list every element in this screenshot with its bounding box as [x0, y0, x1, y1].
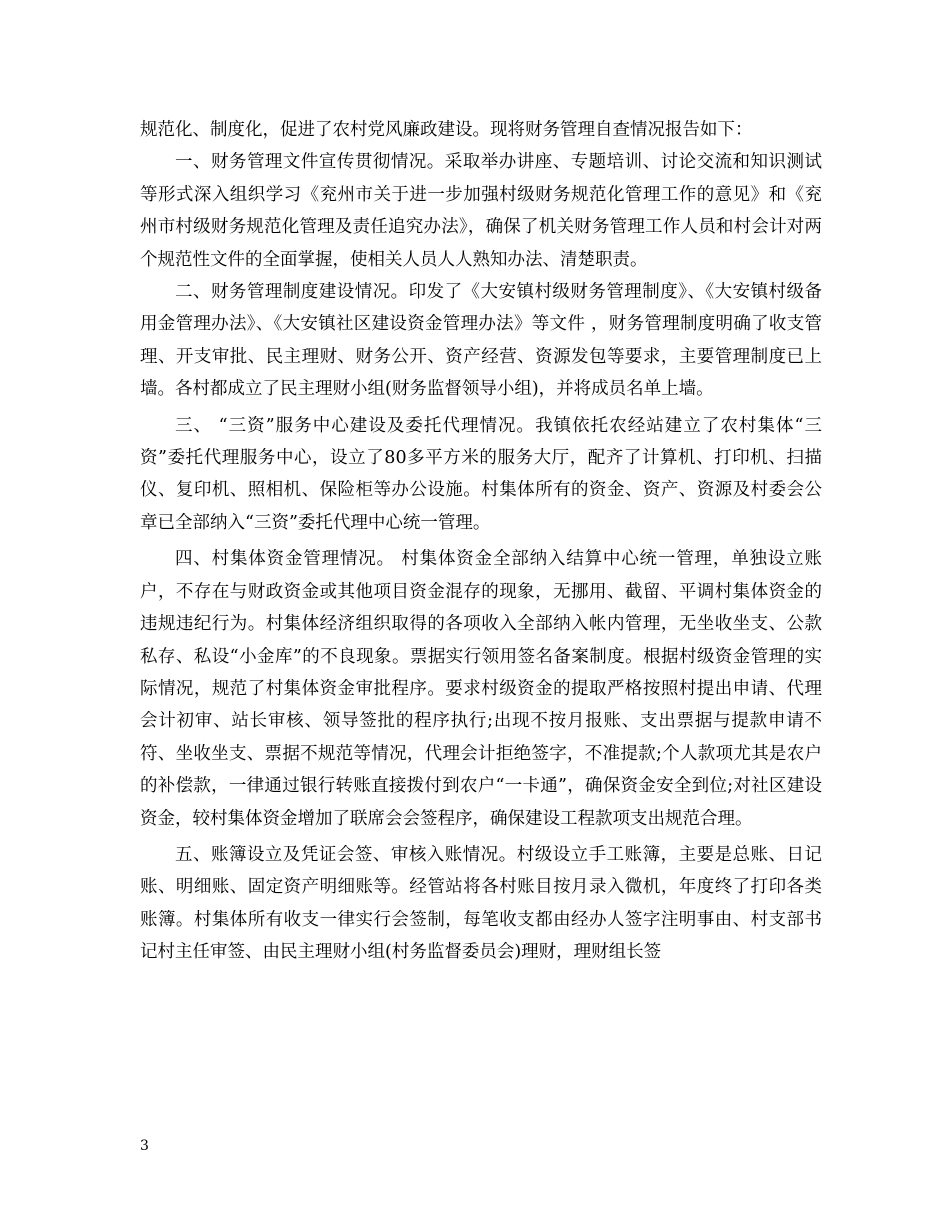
paragraph-section-4: 四、村集体资金管理情况。 村集体资金全部纳入结算中心统一管理，单独设立账户，不存在与财政资金或其他项目资金混存的现象，无挪用、截留、平调村集体资金的违规违纪行为。村集体经济组织取得的各项收入全部纳入帐内管理，无坐收坐支、公款私存、私设“小金库”的不良现象。票据实行领用签名备案制度。根据村级资金管理的实际情况，规范了村集体资金审批程序。要求村级资金的提取严格按照村提出申请、代理会计初审、站长审核、领导签批的程序执行;出现不按月报账、支出票据与提款申请不符、坐收坐支、票据不规范等情况，代理会计拒绝签字，不准提款;个人款项尤其是农户的补偿款，一律通过银行转账直接拨付到农户“一卡通”，确保资金安全到位;对社区建设资金，较村集体资金增加了联席会会签程序，确保建设工程款项支出规范合理。 [140, 549, 822, 829]
paragraph-section-5: 五、账簿设立及凭证会签、审核入账情况。村级设立手工账簿，主要是总账、日记账、明细账、固定资产明细账等。经管站将各村账目按月录入微机，年度终了打印各类账簿。村集体所有收支一律实行会签制，每笔收支都由经办人签字注明事由、村支部书记村主任审签、由民主理财小组(村务监督委员会)理财，理财组长签 [140, 844, 822, 963]
document-body [140, 114, 822, 969]
paragraph-section-1: 一、财务管理文件宣传贯彻情况。采取举办讲座、专题培训、讨论交流和知识测试等形式深入组织学习《兖州市关于进一步加强村级财务规范化管理工作的意见》和《兖州市村级财务规范化管理及责任追究办法》，确保了机关财务管理工作人员和村会计对两个规范性文件的全面掌握，使相关人员人人熟知办法、清楚职责。 [140, 152, 822, 270]
paragraph-section-3: 三、 “三资”服务中心建设及委托代理情况。我镇依托农经站建立了农村集体“三资”委托代理服务中心，设立了80多平方米的服务大厅，配齐了计算机、打印机、扫描仪、复印机、照相机、保险柜等办公设施。村集体所有的资金、资产、资源及村委会公章已全部纳入“三资”委托代理中心统一管理。 [140, 415, 822, 533]
paragraph-section-2: 二、财务管理制度建设情况。印发了《大安镇村级财务管理制度》、《大安镇村级备用金管理办法》、《大安镇社区建设资金管理办法》等文件 ，财务管理制度明确了收支管理、开支审批、民主理财、财务公开、资产经营、资源发包等要求，主要管理制度已上墙。各村都成立了民主理财小组(财务监督领导小组)，并将成员名单上墙。 [140, 282, 822, 400]
page-number: 3 [140, 1138, 149, 1154]
paragraph-intro: 规范化、制度化，促进了农村党风廉政建设。现将财务管理自查情况报告如下： [140, 120, 753, 140]
